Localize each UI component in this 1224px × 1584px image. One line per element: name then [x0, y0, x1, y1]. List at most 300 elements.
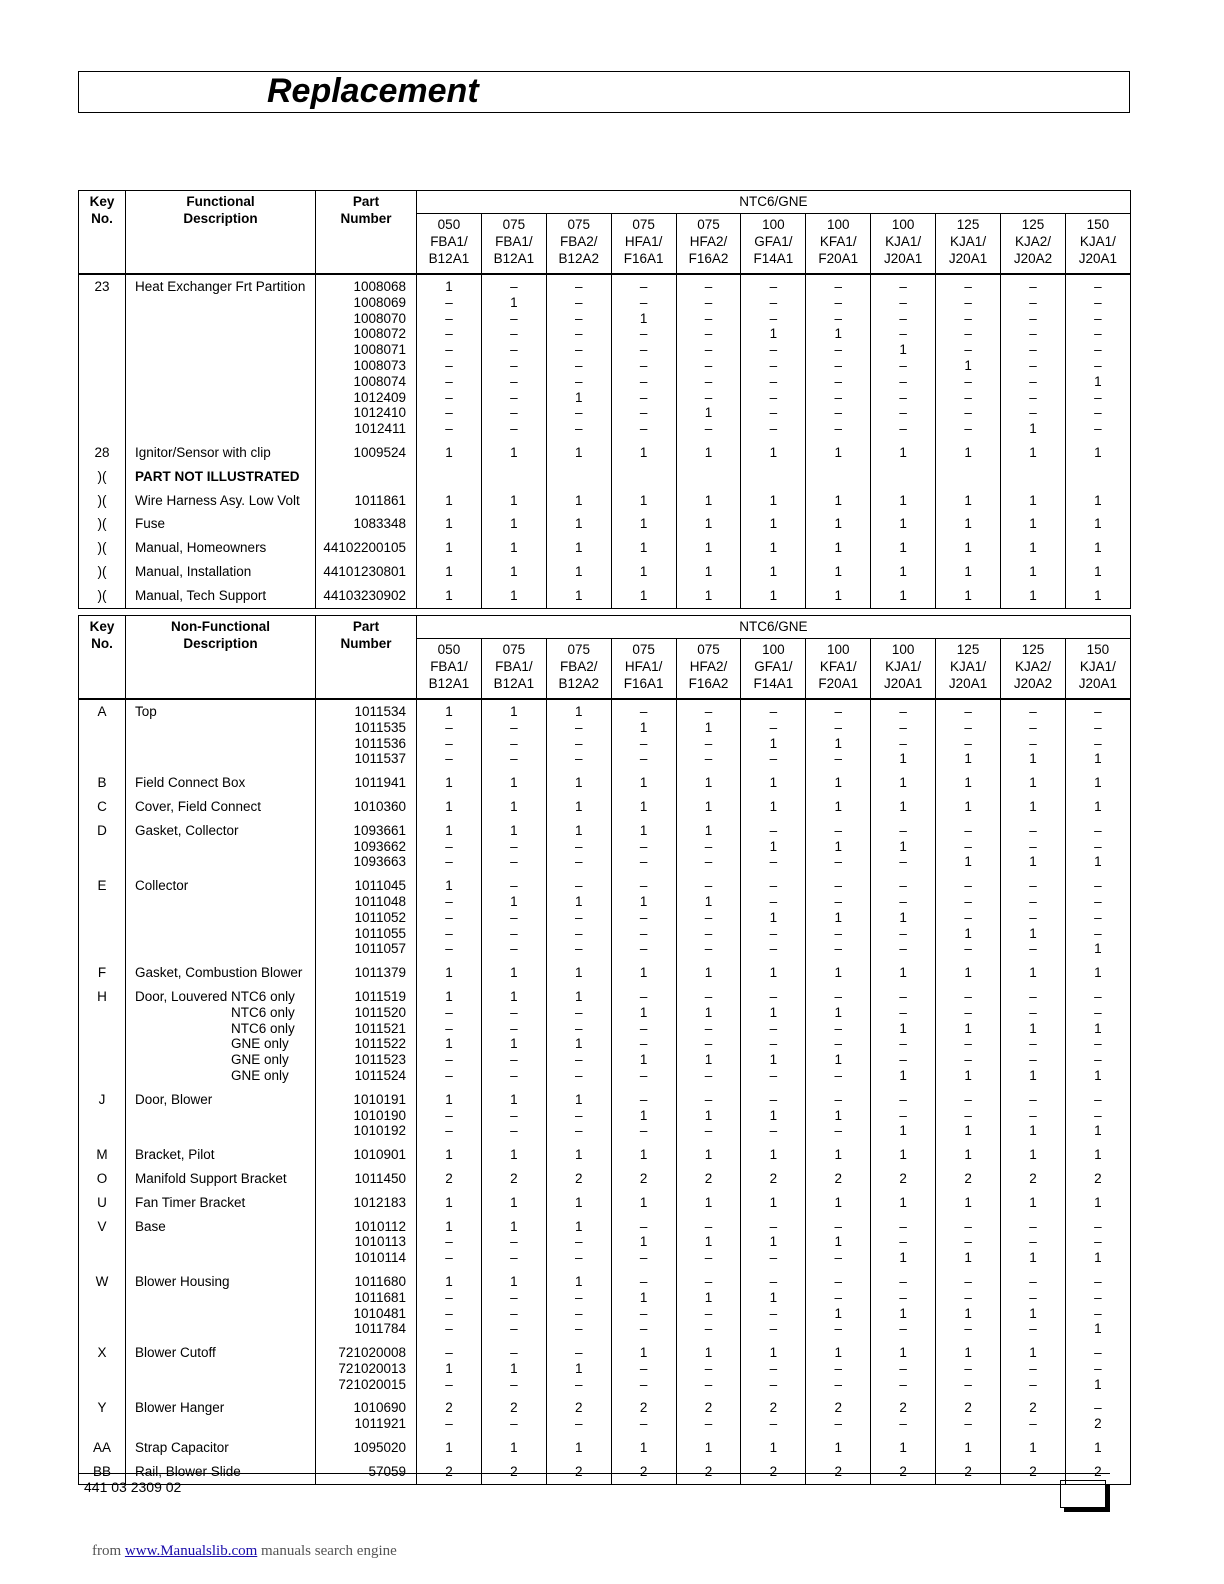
- quantity-value: –: [510, 1123, 518, 1139]
- quantity-value: –: [769, 294, 778, 310]
- quantity-cell: [741, 1143, 806, 1167]
- description-text: Collector: [135, 878, 189, 894]
- quantity-value: –: [445, 294, 453, 310]
- quantity-value: –: [1029, 941, 1037, 957]
- model-header-line: 125: [956, 217, 980, 232]
- quantity-value: 2: [899, 1463, 907, 1479]
- quantity-cell: [806, 536, 871, 560]
- description-header-line: Description: [183, 636, 258, 651]
- quantity-value: –: [1094, 1305, 1102, 1321]
- quantity-value: 1: [769, 1052, 778, 1068]
- part-number: 1011052: [354, 909, 406, 925]
- quantity-value: –: [899, 405, 907, 421]
- quantity-cell: [741, 1270, 806, 1341]
- model-header-line: 125: [1021, 642, 1045, 657]
- part-number: 721020015: [338, 1376, 406, 1392]
- part-number: 1008070: [353, 310, 406, 326]
- quantity-value: 1: [574, 965, 583, 981]
- part-number: 1011519: [354, 988, 406, 1004]
- quantity-cell: [611, 1167, 676, 1191]
- quantity-value: [871, 469, 935, 485]
- quantity-value: –: [639, 326, 648, 342]
- quantity-value: 1: [704, 563, 713, 579]
- quantity-value: –: [704, 735, 713, 751]
- quantity-value: –: [639, 373, 648, 389]
- quantity-cell: [871, 985, 936, 1088]
- quantity-cell: [611, 819, 676, 874]
- quantity-value: 1: [1029, 1250, 1037, 1266]
- model-header-line: HFA2/: [689, 659, 728, 674]
- table-row: [79, 441, 1131, 465]
- model-header-line: 075: [567, 217, 590, 232]
- quantity-value: 1: [445, 1194, 453, 1210]
- quantity-value: –: [964, 1052, 972, 1068]
- quantity-value: –: [574, 1305, 583, 1321]
- quantity-cell: [871, 560, 936, 584]
- quantity-value: [547, 469, 611, 485]
- quantity-cell: [1001, 1191, 1066, 1215]
- quantity-cell: [806, 699, 871, 771]
- quantity-value: 1: [1029, 775, 1037, 791]
- quantity-value: –: [1094, 326, 1102, 342]
- model-header-line: 050: [437, 642, 461, 657]
- quantity-value: –: [704, 342, 713, 358]
- quantity-value: 1: [704, 1234, 713, 1250]
- quantity-cell: [676, 465, 741, 489]
- quantity-cell: [741, 699, 806, 771]
- quantity-value: –: [899, 893, 907, 909]
- quantity-value: 1: [574, 822, 583, 838]
- quantity-cell: [546, 512, 611, 536]
- quantity-cell: [936, 985, 1001, 1088]
- source-link[interactable]: www.Manualslib.com: [124, 1543, 258, 1559]
- quantity-cell: [611, 465, 676, 489]
- quantity-value: –: [445, 751, 453, 767]
- model-header-line: KJA1/: [950, 659, 987, 674]
- quantity-value: 1: [704, 1004, 713, 1020]
- quantity-value: –: [639, 1321, 648, 1337]
- quantity-value: 1: [834, 492, 843, 508]
- model-header-line: FBA2/: [559, 659, 598, 674]
- quantity-value: 1: [769, 1004, 778, 1020]
- quantity-value: 2: [639, 1463, 648, 1479]
- model-header-line: 150: [1086, 217, 1110, 232]
- quantity-value: –: [704, 1218, 713, 1234]
- quantity-value: –: [510, 751, 518, 767]
- quantity-value: –: [1029, 1107, 1037, 1123]
- quantity-cell: [611, 441, 676, 465]
- quantity-value: –: [574, 941, 583, 957]
- quantity-value: –: [964, 988, 972, 1004]
- quantity-value: 1: [1094, 854, 1102, 870]
- quantity-value: 1: [1094, 373, 1102, 389]
- part-number: 1011522: [354, 1036, 406, 1052]
- quantity-value: –: [704, 1020, 713, 1036]
- quantity-value: –: [1094, 1091, 1102, 1107]
- quantity-cell: [741, 441, 806, 465]
- quantity-cell: [481, 961, 546, 985]
- quantity-value: –: [964, 704, 972, 719]
- quantity-cell: [417, 1167, 482, 1191]
- quantity-value: –: [704, 1250, 713, 1266]
- key-number-cell: [79, 1143, 126, 1167]
- key-number: )(: [97, 587, 107, 603]
- quantity-value: –: [899, 1360, 907, 1376]
- source-prefix: from: [92, 1543, 122, 1559]
- quantity-value: –: [445, 1067, 453, 1083]
- quantity-value: 1: [574, 1360, 583, 1376]
- quantity-value: –: [445, 389, 453, 405]
- quantity-value: –: [574, 357, 583, 373]
- quantity-value: 1: [704, 719, 713, 735]
- quantity-value: 1: [639, 1440, 648, 1456]
- quantity-value: –: [1029, 838, 1037, 854]
- quantity-value: 1: [445, 1273, 453, 1289]
- quantity-value: 1: [769, 838, 778, 854]
- description-text: Top: [135, 704, 157, 719]
- quantity-cell: [1065, 536, 1130, 560]
- quantity-value: –: [834, 373, 843, 389]
- model-header-line: KJA1/: [885, 659, 922, 674]
- quantity-cell: [546, 1191, 611, 1215]
- quantity-cell: [546, 1088, 611, 1143]
- description-cell: [126, 584, 316, 608]
- quantity-cell: [417, 536, 482, 560]
- quantity-value: 1: [769, 1289, 778, 1305]
- model-header-line: J20A1: [948, 251, 988, 266]
- description-cell: [126, 1270, 316, 1341]
- model-header-line: KJA1/: [1079, 234, 1116, 249]
- quantity-value: 1: [510, 1273, 518, 1289]
- quantity-value: 1: [834, 516, 843, 532]
- part-number-cell: [316, 1436, 417, 1460]
- quantity-value: 2: [964, 1463, 972, 1479]
- description-cell: [126, 274, 316, 441]
- quantity-cell: [871, 771, 936, 795]
- quantity-value: 1: [445, 1036, 453, 1052]
- part-number-cell: [316, 961, 417, 985]
- quantity-value: –: [834, 1123, 843, 1139]
- quantity-value: 1: [445, 1147, 453, 1163]
- quantity-value: 1: [574, 492, 583, 508]
- quantity-value: –: [639, 294, 648, 310]
- model-header-line: KJA1/: [950, 234, 987, 249]
- key-number: B: [97, 775, 107, 791]
- quantity-value: 1: [964, 925, 972, 941]
- quantity-value: –: [639, 1218, 648, 1234]
- quantity-value: –: [769, 421, 778, 437]
- part-number-cell: [316, 699, 417, 771]
- quantity-value: –: [574, 1020, 583, 1036]
- quantity-cell: [1001, 1167, 1066, 1191]
- quantity-value: –: [639, 1273, 648, 1289]
- quantity-value: 1: [899, 563, 907, 579]
- quantity-value: –: [834, 988, 843, 1004]
- quantity-cell: [546, 1436, 611, 1460]
- quantity-cell: [417, 1191, 482, 1215]
- quantity-value: –: [769, 751, 778, 767]
- quantity-value: –: [769, 310, 778, 326]
- model-header-line: HFA2/: [689, 234, 728, 249]
- model-header-line: KJA2/: [1014, 234, 1051, 249]
- quantity-value: –: [1029, 1376, 1037, 1392]
- part-number: 1012411: [354, 421, 406, 437]
- part-number: 1010481: [353, 1305, 406, 1321]
- model-header-line: J20A1: [884, 251, 923, 266]
- quantity-value: –: [574, 1234, 583, 1250]
- quantity-cell: [806, 512, 871, 536]
- quantity-value: –: [769, 988, 778, 1004]
- quantity-value: 1: [1094, 1147, 1102, 1163]
- description-cell: [126, 1341, 316, 1396]
- quantity-cell: [936, 560, 1001, 584]
- quantity-value: 1: [1029, 540, 1037, 556]
- quantity-cell: [741, 1436, 806, 1460]
- quantity-value: –: [1029, 1360, 1037, 1376]
- quantity-value: 1: [834, 965, 843, 981]
- quantity-value: 1: [834, 1234, 843, 1250]
- part-number: 1011055: [354, 925, 406, 941]
- description-text: Rail, Blower Slide: [135, 1463, 241, 1479]
- quantity-value: 1: [834, 798, 843, 814]
- part-number: 57059: [368, 1463, 406, 1479]
- quantity-cell: [1001, 584, 1066, 608]
- model-header-line: 075: [502, 217, 526, 232]
- quantity-value: 1: [445, 1360, 453, 1376]
- quantity-value: 1: [1029, 798, 1037, 814]
- quantity-value: 1: [1094, 751, 1102, 767]
- table-row: [79, 1167, 1131, 1191]
- model-header-line: 075: [697, 217, 720, 232]
- quantity-cell: [806, 1341, 871, 1396]
- quantity-value: 1: [1029, 563, 1037, 579]
- quantity-value: –: [964, 735, 972, 751]
- part-number-header-line: Number: [340, 211, 392, 226]
- quantity-value: 1: [964, 587, 972, 603]
- model-header: [481, 214, 546, 275]
- model-header-line: B12A2: [558, 251, 599, 266]
- quantity-cell: [741, 1167, 806, 1191]
- quantity-value: –: [899, 941, 907, 957]
- quantity-value: –: [639, 735, 648, 751]
- table-row: [79, 465, 1131, 489]
- part-number-header-line: Part: [352, 619, 380, 634]
- quantity-value: 1: [445, 587, 453, 603]
- quantity-value: 1: [1094, 1194, 1102, 1210]
- key-number: AA: [92, 1440, 111, 1456]
- model-header-line: J20A1: [1078, 251, 1117, 266]
- quantity-value: –: [704, 373, 713, 389]
- quantity-value: –: [510, 357, 518, 373]
- quantity-value: –: [834, 310, 843, 326]
- quantity-value: 1: [574, 988, 583, 1004]
- description-note: NTC6 only: [231, 1020, 295, 1036]
- quantity-cell: [546, 536, 611, 560]
- quantity-value: –: [510, 1416, 518, 1432]
- quantity-value: –: [574, 751, 583, 767]
- quantity-cell: [871, 1396, 936, 1436]
- quantity-value: –: [899, 1052, 907, 1068]
- quantity-cell: [1065, 512, 1130, 536]
- quantity-value: 1: [445, 563, 453, 579]
- quantity-value: –: [899, 1218, 907, 1234]
- key-number-cell: [79, 1270, 126, 1341]
- quantity-value: –: [1029, 893, 1037, 909]
- quantity-value: –: [639, 389, 648, 405]
- model-header-line: KFA1/: [819, 234, 857, 249]
- quantity-value: 1: [1029, 854, 1037, 870]
- quantity-cell: [417, 795, 482, 819]
- model-header-line: 075: [697, 642, 720, 657]
- quantity-value: –: [574, 310, 583, 326]
- quantity-cell: [871, 1167, 936, 1191]
- key-number: J: [98, 1091, 106, 1107]
- quantity-value: –: [1029, 909, 1037, 925]
- key-number: H: [97, 988, 107, 1004]
- quantity-value: –: [834, 1273, 843, 1289]
- quantity-value: 1: [704, 1345, 713, 1361]
- quantity-cell: [1001, 771, 1066, 795]
- quantity-value: –: [704, 1123, 713, 1139]
- part-number: 1011681: [354, 1289, 406, 1305]
- model-header-line: J20A1: [1078, 676, 1117, 691]
- key-number: O: [96, 1170, 108, 1186]
- quantity-value: –: [639, 1360, 648, 1376]
- key-number-cell: [79, 584, 126, 608]
- quantity-cell: [417, 1143, 482, 1167]
- quantity-value: 2: [445, 1170, 453, 1186]
- quantity-cell: [936, 1191, 1001, 1215]
- quantity-value: –: [964, 405, 972, 421]
- quantity-value: 1: [445, 1091, 453, 1107]
- model-header: [1065, 639, 1130, 700]
- model-header-line: F14A1: [753, 251, 794, 266]
- quantity-value: 1: [964, 1123, 972, 1139]
- quantity-value: [677, 469, 741, 485]
- quantity-cell: [1001, 560, 1066, 584]
- quantity-value: –: [704, 310, 713, 326]
- quantity-value: 1: [445, 1440, 453, 1456]
- model-header-line: HFA1/: [624, 234, 663, 249]
- model-group-header: NTC6/GNE: [417, 616, 1131, 639]
- quantity-value: –: [704, 878, 713, 894]
- quantity-cell: [1001, 795, 1066, 819]
- model-header-line: F16A1: [623, 676, 664, 691]
- quantity-cell: [676, 560, 741, 584]
- quantity-value: –: [445, 421, 453, 437]
- quantity-value: 1: [964, 1020, 972, 1036]
- model-header-line: 100: [827, 217, 850, 232]
- quantity-value: –: [964, 941, 972, 957]
- quantity-cell: [741, 274, 806, 441]
- quantity-cell: [676, 1215, 741, 1270]
- quantity-value: 1: [510, 775, 518, 791]
- quantity-value: 1: [445, 492, 453, 508]
- quantity-value: –: [1094, 294, 1102, 310]
- quantity-cell: [611, 771, 676, 795]
- key-number-cell: [79, 1341, 126, 1396]
- quantity-cell: [481, 1215, 546, 1270]
- quantity-value: 1: [574, 1218, 583, 1234]
- quantity-value: 1: [704, 405, 713, 421]
- quantity-cell: [417, 771, 482, 795]
- quantity-value: –: [510, 1305, 518, 1321]
- quantity-value: –: [964, 1004, 972, 1020]
- key-header-line: Key: [89, 619, 115, 634]
- quantity-value: –: [1094, 925, 1102, 941]
- description-text: Wire Harness Asy. Low Volt: [135, 492, 300, 508]
- quantity-cell: [806, 489, 871, 513]
- quantity-value: –: [834, 854, 843, 870]
- quantity-value: –: [704, 294, 713, 310]
- footer-rule: [78, 1473, 1110, 1474]
- quantity-value: 2: [510, 1170, 518, 1186]
- quantity-value: –: [769, 1360, 778, 1376]
- quantity-value: 1: [1029, 1194, 1037, 1210]
- description-text: Fan Timer Bracket: [135, 1194, 246, 1210]
- quantity-value: –: [1094, 342, 1102, 358]
- quantity-value: –: [704, 1376, 713, 1392]
- quantity-cell: [546, 1270, 611, 1341]
- quantity-cell: [741, 874, 806, 961]
- key-header-line: No.: [91, 636, 113, 651]
- quantity-value: –: [769, 941, 778, 957]
- description-text: Strap Capacitor: [135, 1440, 229, 1456]
- quantity-value: 1: [964, 444, 972, 460]
- quantity-value: 1: [445, 988, 453, 1004]
- quantity-value: –: [574, 854, 583, 870]
- quantity-value: –: [639, 405, 648, 421]
- description-text: Cover, Field Connect: [135, 798, 262, 814]
- quantity-value: –: [574, 1123, 583, 1139]
- quantity-cell: [676, 874, 741, 961]
- quantity-cell: [481, 771, 546, 795]
- quantity-cell: [1001, 699, 1066, 771]
- model-header: [481, 639, 546, 700]
- quantity-value: –: [445, 1234, 453, 1250]
- quantity-value: –: [1029, 1273, 1037, 1289]
- quantity-cell: [481, 1396, 546, 1436]
- quantity-value: 1: [445, 279, 453, 294]
- quantity-value: –: [1094, 1234, 1102, 1250]
- quantity-value: 1: [769, 1147, 778, 1163]
- quantity-value: 1: [964, 1250, 972, 1266]
- table-row: [79, 1143, 1131, 1167]
- quantity-value: –: [445, 1289, 453, 1305]
- quantity-value: 2: [639, 1400, 648, 1416]
- quantity-cell: [676, 489, 741, 513]
- part-number-cell: [316, 560, 417, 584]
- part-number: 1010113: [354, 1234, 406, 1250]
- quantity-cell: [481, 560, 546, 584]
- quantity-cell: [417, 961, 482, 985]
- model-header-line: 075: [632, 217, 655, 232]
- key-number-cell: [79, 274, 126, 441]
- quantity-value: 1: [1029, 1123, 1037, 1139]
- quantity-cell: [611, 699, 676, 771]
- quantity-cell: [676, 1088, 741, 1143]
- quantity-cell: [936, 512, 1001, 536]
- quantity-cell: [676, 961, 741, 985]
- quantity-value: –: [899, 704, 907, 719]
- quantity-value: 1: [769, 492, 778, 508]
- quantity-cell: [871, 874, 936, 961]
- quantity-cell: [1065, 795, 1130, 819]
- quantity-cell: [806, 1088, 871, 1143]
- quantity-cell: [741, 961, 806, 985]
- quantity-cell: [676, 1167, 741, 1191]
- quantity-value: –: [639, 854, 648, 870]
